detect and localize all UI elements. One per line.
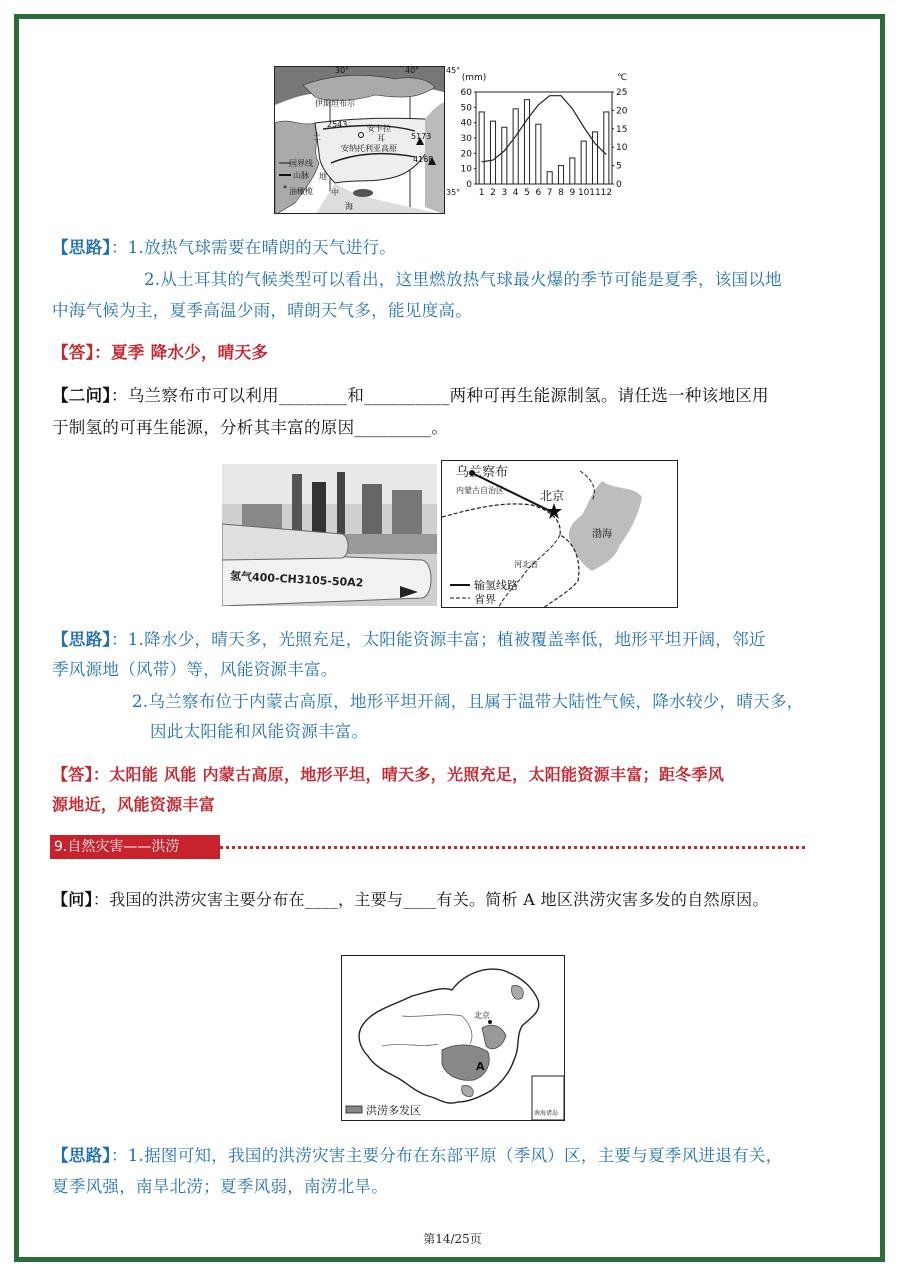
hydrogen-plant-photo bbox=[222, 464, 437, 606]
map-bohai: 渤海 bbox=[592, 529, 612, 540]
left-unit-label: (mm) bbox=[461, 73, 487, 83]
pipe-text: 氢气400-CH3105-50A2 bbox=[229, 569, 364, 590]
right-tick-label: 10 bbox=[616, 143, 628, 154]
map-label-istanbul: 伊斯坦布尔 bbox=[315, 99, 355, 108]
right-tick-label: 25 bbox=[616, 88, 628, 98]
map-label-elev2: 5173 bbox=[411, 132, 432, 141]
precip-bar bbox=[581, 141, 586, 184]
flood-map-inset-label: 南海诸岛 bbox=[534, 1110, 559, 1117]
section-9-title: 9.自然灾害——洪涝 bbox=[50, 835, 220, 859]
map-ulanqab: 乌兰察布 bbox=[456, 465, 509, 480]
question3 bbox=[52, 885, 769, 914]
china-flood-map bbox=[341, 955, 565, 1121]
month-tick-label: 3 bbox=[501, 188, 508, 198]
month-tick-label: 4 bbox=[512, 188, 519, 198]
silu2-line2: 季风源地（风带）等，风能资源丰富。 bbox=[52, 660, 338, 679]
map-label-lat35: 35° bbox=[446, 188, 461, 197]
precip-bar bbox=[513, 109, 518, 184]
month-tick-label: 5 bbox=[524, 188, 530, 198]
answer2-line1 bbox=[52, 760, 724, 789]
silu3-text1: ：1.据图可知，我国的洪涝灾害主要分布在东部平原（季风）区，主要与夏季风进退有关， bbox=[110, 1146, 783, 1165]
month-tick-label: 1 bbox=[478, 188, 485, 198]
precip-bar bbox=[490, 121, 495, 184]
china-flood-map-drawing bbox=[342, 956, 565, 1121]
precip-bar bbox=[536, 124, 541, 184]
silu2-line4: 因此太阳能和风能资源丰富。 bbox=[150, 722, 369, 741]
silu2-label: 【思路】 bbox=[52, 630, 111, 649]
climate-chart-svg bbox=[452, 66, 634, 206]
month-tick-label: 6 bbox=[535, 188, 542, 198]
map-label-ankara: 安卡拉 bbox=[367, 124, 391, 133]
right-tick-label: 15 bbox=[616, 124, 628, 135]
precip-bar bbox=[547, 172, 552, 184]
month-tick-label: 10 bbox=[577, 188, 590, 198]
section-9-divider bbox=[220, 846, 805, 849]
precip-bar bbox=[604, 112, 609, 184]
legend-olive: 油橄榄 bbox=[289, 187, 313, 196]
left-tick-label: 20 bbox=[460, 149, 472, 160]
silu2-line3: 2.乌兰察布位于内蒙古高原，地形平坦开阔，且属于温带大陆性气候，降水较少，晴天多， bbox=[132, 692, 804, 711]
page-number: 第14/25页 bbox=[423, 1232, 482, 1246]
flood-map-beijing: 北京 bbox=[474, 1011, 490, 1020]
map-label-lon40: 40° bbox=[405, 66, 420, 75]
map-label-lat45: 45° bbox=[446, 66, 461, 75]
precip-bar bbox=[502, 127, 507, 184]
question3-label: 【问】 bbox=[52, 890, 93, 909]
precip-bar bbox=[524, 100, 529, 184]
map-label-zhong: 中 bbox=[331, 188, 339, 197]
turkey-map bbox=[274, 66, 445, 214]
month-tick-label: 8 bbox=[558, 188, 564, 198]
answer1-text: ：夏季 降水少，晴天多 bbox=[94, 343, 269, 362]
temperature-line bbox=[482, 96, 607, 162]
map-label-hai: 海 bbox=[345, 202, 353, 211]
ulanqab-map bbox=[441, 460, 678, 608]
map-beijing: 北京 bbox=[540, 489, 565, 503]
question3-text: ：我国的洪涝灾害主要分布在____，主要与____有关。简析 A 地区洪涝灾害多发的自然原因。 bbox=[92, 890, 769, 909]
question2-label: 【二问】 bbox=[52, 386, 111, 405]
answer1 bbox=[52, 338, 268, 367]
map-label-tu: 土 bbox=[313, 132, 321, 141]
map-label-lon30: 30° bbox=[335, 66, 350, 75]
silu2-text1: ：1.降水少，晴天多，光照充足，太阳能资源丰富；植被覆盖率低，地形平坦开阔，邻近 bbox=[110, 630, 766, 649]
map-label-er: 耳 bbox=[377, 134, 385, 143]
silu3-label: 【思路】 bbox=[52, 1146, 111, 1165]
right-unit-label: ℃ bbox=[616, 73, 628, 83]
silu1-line2: 2.从土耳其的气候类型可以看出，这里燃放热气球最火爆的季节可能是夏季，该国以地 bbox=[144, 270, 782, 289]
answer2-label: 【答】 bbox=[52, 765, 93, 784]
left-tick-label: 50 bbox=[460, 103, 472, 114]
right-tick-label: 5 bbox=[616, 161, 622, 172]
silu1-line3: 中海气候为主，夏季高温少雨，晴朗天气多，能见度高。 bbox=[52, 301, 472, 320]
flood-map-point-a: A bbox=[476, 1060, 485, 1073]
right-tick-label: 0 bbox=[616, 180, 622, 190]
silu1-text1: ：1.放热气球需要在晴朗的天气进行。 bbox=[110, 238, 397, 257]
map-legend-border: 省界 bbox=[474, 593, 496, 606]
month-tick-label: 7 bbox=[546, 188, 553, 198]
answer2-line2: 源地近，风能资源丰富 bbox=[52, 795, 216, 814]
svg-text:*: * bbox=[283, 184, 287, 193]
silu1-line1 bbox=[52, 233, 396, 262]
left-tick-label: 60 bbox=[460, 88, 472, 98]
precip-bar bbox=[558, 166, 563, 184]
map-label-di: 地 bbox=[319, 172, 327, 181]
map-label-elev3: 4168 bbox=[413, 155, 434, 164]
map-label-plateau: 安纳托利亚高原 bbox=[341, 144, 397, 153]
month-tick-label: 2 bbox=[490, 188, 496, 198]
precip-bar bbox=[479, 112, 484, 184]
month-tick-label: 12 bbox=[600, 188, 613, 198]
right-tick-label: 20 bbox=[616, 106, 628, 117]
legend-border: 国界线 bbox=[289, 159, 313, 168]
silu1-label: 【思路】 bbox=[52, 238, 111, 257]
silu3-line2: 夏季风强，南旱北涝；夏季风弱，南涝北旱。 bbox=[52, 1177, 388, 1196]
answer2-text1: ：太阳能 风能 内蒙古高原，地形平坦，晴天多，光照充足，太阳能资源丰富；距冬季风 bbox=[92, 765, 725, 784]
question2-line1 bbox=[52, 381, 769, 410]
month-tick-label: 11 bbox=[589, 188, 601, 198]
climate-chart bbox=[452, 66, 634, 206]
left-tick-label: 0 bbox=[466, 180, 472, 190]
silu2-line1 bbox=[52, 625, 766, 654]
map-hebei: 河北省 bbox=[514, 560, 538, 569]
left-tick-label: 30 bbox=[460, 134, 472, 144]
left-tick-label: 40 bbox=[460, 118, 472, 129]
map-inner-mongolia: 内蒙古自治区 bbox=[456, 486, 504, 495]
left-tick-label: 10 bbox=[460, 164, 472, 175]
silu3-line1 bbox=[52, 1141, 783, 1170]
precip-bar bbox=[570, 158, 575, 184]
month-tick-label: 9 bbox=[569, 188, 576, 198]
answer1-label: 【答】 bbox=[52, 343, 95, 362]
precip-bar bbox=[592, 132, 597, 184]
map-label-elev1: 2543 bbox=[327, 120, 348, 129]
flood-map-legend: 洪涝多发区 bbox=[366, 1104, 421, 1117]
question2-text1: ：乌兰察布市可以利用________和__________两种可再生能源制氢。请任选一种该地区用 bbox=[110, 386, 769, 405]
map-legend-pipeline: 输氢线路 bbox=[474, 579, 518, 592]
legend-mountain: 山脉 bbox=[293, 171, 309, 180]
question2-line2: 于制氢的可再生能源，分析其丰富的原因_________。 bbox=[52, 418, 449, 437]
